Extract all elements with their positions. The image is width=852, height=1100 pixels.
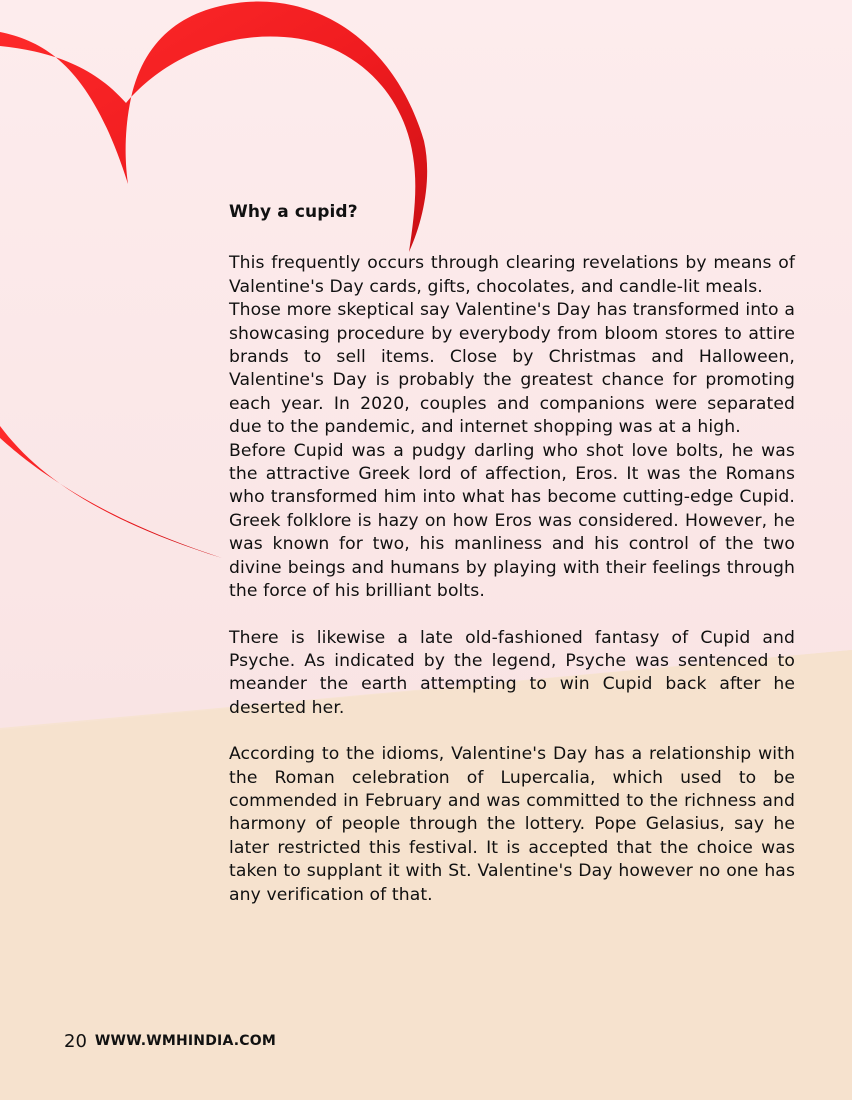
article-heading: Why a cupid? bbox=[229, 202, 358, 222]
article-paragraph-2: Those more skeptical say Valentine's Day has transformed into a showcasing procedure by everybody from bloom stores to attire brands to sell items. Close by Christmas and Halloween, Valentine's Day is probably the greatest chance for promoting each year. In 2020, couples and companions were separated due to the pandemic, and internet shopping was at a high. bbox=[229, 300, 795, 438]
article-paragraph-3: Before Cupid was a pudgy darling who shot love bolts, he was the attractive Greek lord of affection, Eros. It was the Romans who transformed him into what has become cutting-edge Cupid. Greek folklore is hazy on how Eros was considered. However, he was known for two, his manliness and his control of the two divine beings and humans by playing with their feelings through the force of his brilliant bolts. bbox=[229, 440, 795, 602]
article-paragraph-5: According to the idioms, Valentine's Day has a relationship with the Roman celebration of Lupercalia, which used to be commended in February and was committed to the richness and harmony of people through the lottery. Pope Gelasius, say he later restricted this festival. It is accepted that the choice was taken to supplant it with St. Valentine's Day however no one has any verification of that. bbox=[229, 744, 795, 905]
website-url: WWW.WMHINDIA.COM bbox=[94, 1033, 276, 1049]
page-footer bbox=[64, 1028, 276, 1054]
page-number: 20 bbox=[64, 1030, 87, 1052]
article-body bbox=[229, 201, 795, 907]
article-paragraph-1: This frequently occurs through clearing revelations by means of Valentine's Day cards, gifts, chocolates, and candle-lit meals. bbox=[229, 253, 795, 297]
article-paragraph-4: There is likewise a late old-fashioned fantasy of Cupid and Psyche. As indicated by the legend, Psyche was sentenced to meander the earth attempting to win Cupid back after he deserted her. bbox=[229, 627, 795, 718]
